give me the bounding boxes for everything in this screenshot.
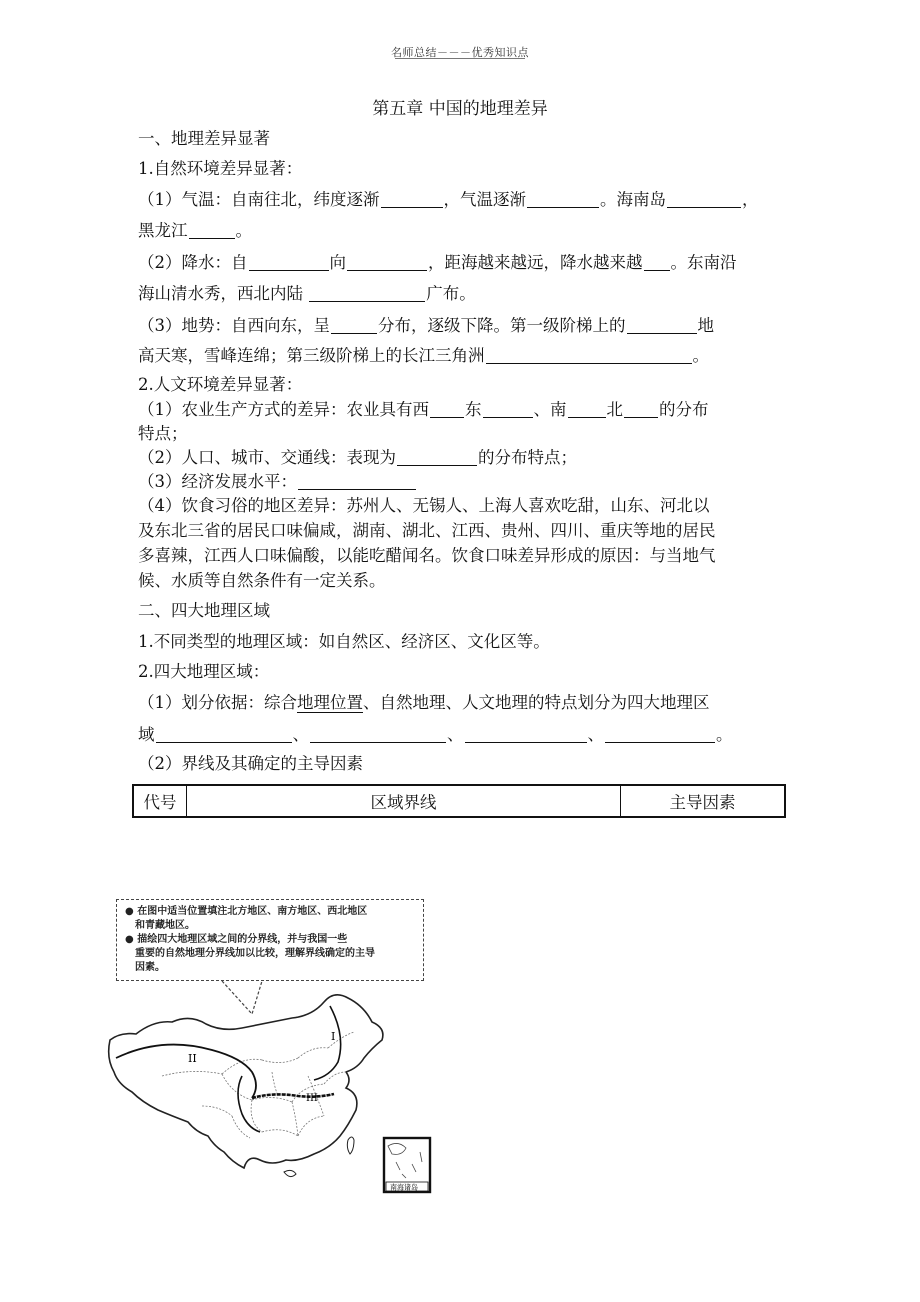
inset-caption: 南海诸岛 xyxy=(390,1183,418,1192)
q-text: （1）农业生产方式的差异：农业具有西 xyxy=(138,400,429,419)
answer-blank[interactable] xyxy=(381,189,443,208)
food-text-line: （4）饮食习俗的地区差异：苏州人、无锡人、上海人喜欢吃甜，山东、河北以 xyxy=(138,496,710,515)
section-heading-2: 二、四大地理区域 xyxy=(138,601,270,620)
boundary-table xyxy=(132,784,786,818)
answer-blank[interactable] xyxy=(397,447,477,466)
subsection-boundaries: （2）界线及其确定的主导因素 xyxy=(138,754,363,773)
answer-blank[interactable] xyxy=(309,283,425,302)
section-heading-1: 一、地理差异显著 xyxy=(138,129,270,148)
answer-blank[interactable] xyxy=(486,345,692,364)
q-text: 。东南沿 xyxy=(670,253,737,272)
q-text: ，气温逐渐 xyxy=(443,190,526,209)
answer-blank[interactable] xyxy=(527,189,599,208)
answer-blank[interactable] xyxy=(667,189,741,208)
q-text: 。海南岛 xyxy=(600,190,666,209)
q-text: ，距海越来越远，降水越来越 xyxy=(428,253,643,272)
question-basis xyxy=(138,692,710,714)
q-text: 、 xyxy=(292,725,309,744)
q-text: （3）经济发展水平： xyxy=(138,472,297,491)
callout-line: ● 在图中适当位置填注北方地区、南方地区、西北地区 xyxy=(125,906,368,917)
answer-blank[interactable] xyxy=(627,315,697,334)
table-header-boundary: 区域界线 xyxy=(187,786,621,816)
q-text: 分布，逐级下降。第一级阶梯上的 xyxy=(378,316,626,335)
region-label-2: II xyxy=(188,1052,197,1065)
q-text: 向 xyxy=(329,253,346,272)
q-text: （1）气温：自南往北，纬度逐渐 xyxy=(138,190,380,209)
chapter-title: 第五章 中国的地理差异 xyxy=(372,99,548,119)
header-rule xyxy=(395,58,525,59)
region-types: 1.不同类型的地理区域：如自然区、经济区、文化区等。 xyxy=(138,632,550,651)
subsection-natural: 1.自然环境差异显著： xyxy=(138,159,303,178)
answer-blank[interactable] xyxy=(298,471,416,490)
food-text-line: 候、水质等自然条件有一定关系。 xyxy=(138,571,386,590)
food-text-line: 及东北三省的居民口味偏咸，湖南、湖北、江西、贵州、四川、重庆等地的居民 xyxy=(138,521,716,540)
answer-blank[interactable] xyxy=(568,399,606,418)
q-text: 。 xyxy=(716,725,733,744)
q-text: （3）地势：自西向东，呈 xyxy=(138,316,330,335)
question-population xyxy=(138,447,577,469)
answer-blank[interactable] xyxy=(483,399,533,418)
callout-line: 重要的自然地理分界线加以比较，理解界线确定的主导 xyxy=(135,948,375,959)
table-header-factor: 主导因素 xyxy=(669,793,736,812)
callout-line: ● 描绘四大地理区域之间的分界线，并与我国一些 xyxy=(125,934,348,945)
callout-line: 和青藏地区。 xyxy=(135,920,195,931)
answer-blank[interactable] xyxy=(605,724,715,743)
answer-blank[interactable] xyxy=(347,252,427,271)
region-label-3: III xyxy=(306,1093,318,1104)
q-text: （1）划分依据：综合 xyxy=(138,693,297,712)
question-terrain-cont xyxy=(138,345,709,367)
region-label-1: I xyxy=(331,1030,336,1043)
answer-blank[interactable] xyxy=(624,399,658,418)
q-text: （2）降水：自 xyxy=(138,253,248,272)
q-text: 、自然地理、人文地理的特点划分为四大地理区 xyxy=(363,693,710,712)
question-agriculture xyxy=(138,399,709,421)
q-text: 的分布特点； xyxy=(478,448,577,467)
question-temperature-cont xyxy=(138,220,252,242)
q-text: 的分布 xyxy=(659,400,709,419)
question-agriculture-cont: 特点； xyxy=(138,424,188,443)
q-text: ， xyxy=(742,190,759,209)
answer-blank[interactable] xyxy=(331,315,377,334)
q-text: 地 xyxy=(697,316,714,335)
q-text: 。 xyxy=(235,221,252,240)
answer-blank[interactable] xyxy=(310,724,446,743)
question-economy xyxy=(138,471,417,493)
island-hainan xyxy=(284,1170,296,1176)
q-text: 北 xyxy=(606,400,623,419)
q-text: 、 xyxy=(587,725,604,744)
food-text-line: 多喜辣，江西人口味偏酸，以能吃醋闻名。饮食口味差异形成的原因：与当地气 xyxy=(138,546,716,565)
answer-blank[interactable] xyxy=(189,220,235,239)
answer-blank[interactable] xyxy=(465,724,587,743)
q-text: 高天寒，雪峰连绵；第三级阶梯上的长江三角洲 xyxy=(138,346,485,365)
q-text: 广布。 xyxy=(426,284,476,303)
q-text: 。 xyxy=(692,346,709,365)
q-text: 、 xyxy=(447,725,464,744)
answer-blank[interactable] xyxy=(644,252,670,271)
question-temperature xyxy=(138,189,759,211)
q-text: 海山清水秀，西北内陆 xyxy=(138,284,309,303)
q-text: 黑龙江 xyxy=(138,221,188,240)
callout-line: 因素。 xyxy=(135,962,165,973)
map-instructions-callout xyxy=(116,899,424,981)
q-text: 、南 xyxy=(533,400,567,419)
q-text: 域 xyxy=(138,725,155,744)
answer-blank[interactable] xyxy=(156,724,292,743)
subsection-human: 2.人文环境差异显著： xyxy=(138,375,303,394)
page-header: 名师总结－－－优秀知识点 xyxy=(391,46,529,59)
question-terrain xyxy=(138,315,714,337)
country-outline xyxy=(109,995,383,1168)
question-rainfall-cont xyxy=(138,283,476,305)
question-rainfall xyxy=(138,252,737,274)
china-outline-map xyxy=(102,976,454,1196)
answer-blank[interactable] xyxy=(249,252,329,271)
subsection-four-regions: 2.四大地理区域： xyxy=(138,662,270,681)
q-text: （2）人口、城市、交通线：表现为 xyxy=(138,448,396,467)
island-taiwan xyxy=(347,1137,354,1154)
callout-pointer xyxy=(222,981,262,1014)
q-text: 东 xyxy=(465,400,482,419)
table-header-code: 代号 xyxy=(134,786,187,816)
underlined-term: 地理位置 xyxy=(297,693,363,712)
question-basis-cont xyxy=(138,724,733,746)
answer-blank[interactable] xyxy=(430,399,464,418)
